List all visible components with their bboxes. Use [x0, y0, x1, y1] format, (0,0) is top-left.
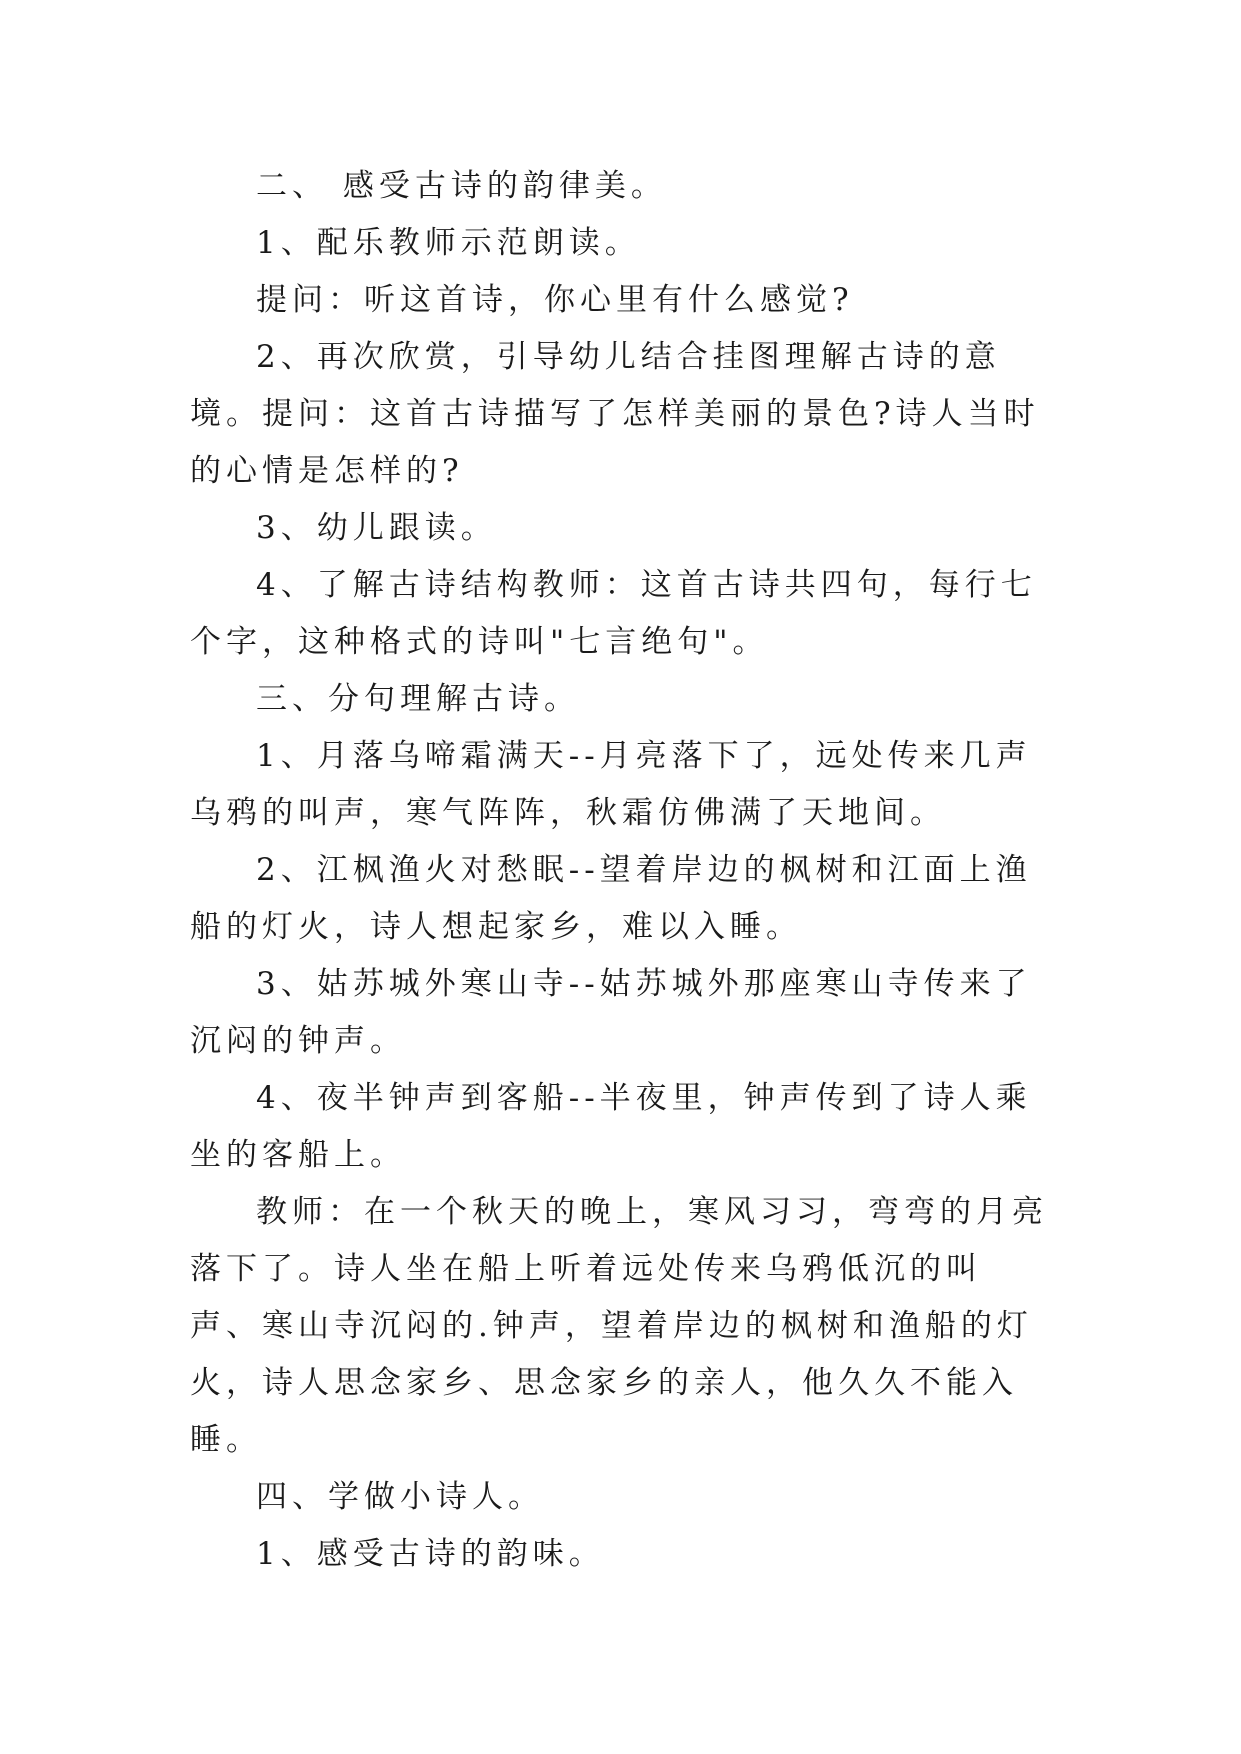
- paragraph: 教师：在一个秋天的晚上，寒风习习，弯弯的月亮落下了。诗人坐在船上听着远处传来乌鸦低沉的叫声、寒山寺沉闷的.钟声，望着岸边的枫树和渔船的灯火，诗人思念家乡、思念家乡的亲人，他久久不能入睡。: [190, 1194, 1048, 1458]
- paragraph: 4、了解古诗结构教师：这首古诗共四句，每行七个字，这种格式的诗叫"七言绝句"。: [190, 567, 1037, 660]
- paragraph: 2、江枫渔火对愁眠--望着岸边的枫树和江面上渔船的灯火，诗人想起家乡，难以入睡。: [190, 852, 1032, 945]
- document-body: [190, 158, 1052, 1583]
- paragraph: 1、感受古诗的韵味。: [256, 1536, 605, 1572]
- paragraph: 1、月落乌啼霜满天--月亮落下了，远处传来几声乌鸦的叫声，寒气阵阵，秋霜仿佛满了天地间。: [190, 738, 1032, 831]
- section-heading-2: 二、 感受古诗的韵律美。: [256, 168, 667, 204]
- paragraph: 3、幼儿跟读。: [256, 510, 497, 546]
- section-heading-3: 三、分句理解古诗。: [256, 681, 580, 717]
- section-heading-4: 四、学做小诗人。: [256, 1479, 544, 1515]
- paragraph: 提问：听这首诗，你心里有什么感觉?: [256, 282, 854, 318]
- paragraph: 4、夜半钟声到客船--半夜里，钟声传到了诗人乘坐的客船上。: [190, 1080, 1032, 1173]
- paragraph: 2、再次欣赏，引导幼儿结合挂图理解古诗的意境。提问：这首古诗描写了怎样美丽的景色?诗人当时的心情是怎样的?: [190, 339, 1040, 489]
- paragraph: 1、配乐教师示范朗读。: [256, 225, 641, 261]
- paragraph: 3、姑苏城外寒山寺--姑苏城外那座寒山寺传来了沉闷的钟声。: [190, 966, 1032, 1059]
